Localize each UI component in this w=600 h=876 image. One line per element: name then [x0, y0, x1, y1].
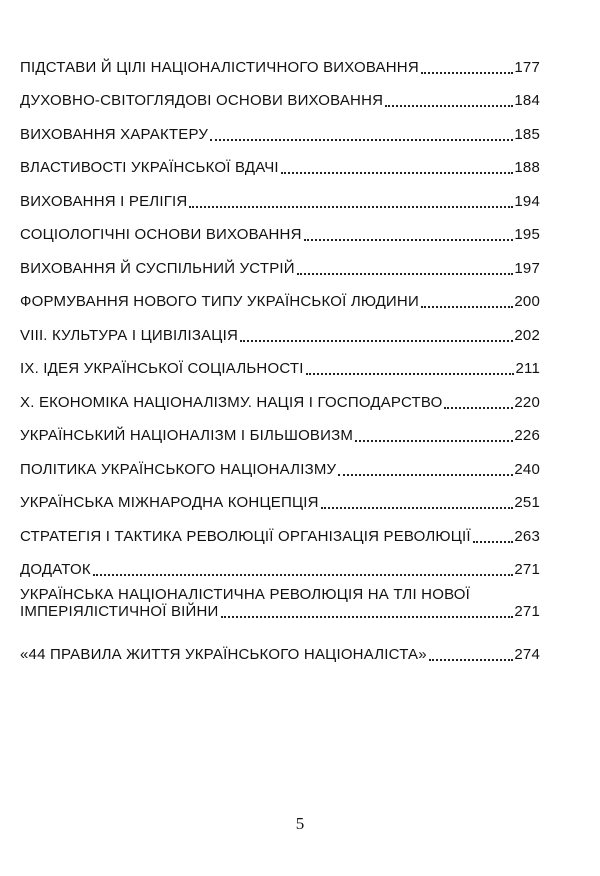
- toc-entry-page: 226: [514, 427, 540, 444]
- toc-entry-page: 200: [514, 293, 540, 310]
- dot-leader: [281, 166, 514, 174]
- toc-entry-page: 271: [514, 561, 540, 578]
- dot-leader: [321, 501, 514, 509]
- toc-entry-title: ДУХОВНО-СВІТОГЛЯДОВІ ОСНОВИ ВИХОВАННЯ: [20, 92, 384, 109]
- toc-entry-page: 211: [515, 360, 540, 377]
- toc-entry-title: X. ЕКОНОМІКА НАЦІОНАЛІЗМУ. НАЦІЯ І ГОСПОДАРСТВО: [20, 393, 443, 411]
- toc-entry-title: ФОРМУВАННЯ НОВОГО ТИПУ УКРАЇНСЬКОЇ ЛЮДИНИ: [20, 293, 419, 310]
- toc-entry-page: 251: [514, 494, 540, 511]
- toc-entry[interactable]: [20, 42, 540, 76]
- dot-leader: [210, 133, 513, 141]
- dot-leader: [421, 300, 513, 308]
- toc-entry[interactable]: [20, 629, 540, 663]
- toc-entry-title: ВЛАСТИВОСТІ УКРАЇНСЬКОЇ ВДАЧІ: [20, 159, 279, 176]
- toc-entry-title: ДОДАТОК: [20, 561, 91, 578]
- dot-leader: [221, 610, 514, 618]
- toc-entry-page: 194: [514, 192, 540, 210]
- toc-entry-title-line2-row: [20, 603, 540, 620]
- dot-leader: [473, 535, 514, 543]
- page-number: 5: [295, 814, 305, 833]
- table-of-contents: [20, 42, 540, 663]
- toc-entry-page: 263: [514, 527, 540, 545]
- dot-leader: [338, 468, 513, 476]
- toc-entry-title: «44 ПРАВИЛА ЖИТТЯ УКРАЇНСЬКОГО НАЦІОНАЛІСТА»: [20, 645, 427, 663]
- dot-leader: [444, 401, 513, 409]
- toc-entry[interactable]: [20, 76, 540, 110]
- toc-entry-title: ПІДСТАВИ Й ЦІЛІ НАЦІОНАЛІСТИЧНОГО ВИХОВАННЯ: [20, 58, 419, 76]
- dot-leader: [385, 99, 513, 107]
- toc-entry[interactable]: [20, 344, 540, 378]
- toc-entry[interactable]: [20, 478, 540, 512]
- toc-entry-page: 185: [514, 125, 540, 143]
- toc-entry-title: СОЦІОЛОГІЧНІ ОСНОВИ ВИХОВАННЯ: [20, 226, 302, 243]
- dot-leader: [421, 66, 513, 74]
- toc-entry[interactable]: [20, 377, 540, 411]
- toc-entry-page: 271: [514, 603, 540, 620]
- toc-entry[interactable]: [20, 310, 540, 344]
- toc-entry[interactable]: [20, 109, 540, 143]
- toc-entry-title: УКРАЇНСЬКИЙ НАЦІОНАЛІЗМ І БІЛЬШОВИЗМ: [20, 427, 354, 444]
- toc-entry-title: ВИХОВАННЯ Й СУСПІЛЬНИЙ УСТРІЙ: [20, 259, 295, 277]
- toc-entry-page: 195: [514, 226, 540, 243]
- toc-entry-page: 220: [514, 393, 540, 411]
- toc-entry-title-line2: ІМПЕРІЯЛІСТИЧНОЇ ВІЙНИ: [20, 603, 219, 620]
- toc-entry-title: ВИХОВАННЯ І РЕЛІГІЯ: [20, 192, 188, 210]
- toc-entry[interactable]: [20, 243, 540, 277]
- dot-leader: [189, 200, 513, 208]
- toc-entry-title: ПОЛІТИКА УКРАЇНСЬКОГО НАЦІОНАЛІЗМУ: [20, 460, 337, 478]
- toc-entry-title: СТРАТЕГІЯ І ТАКТИКА РЕВОЛЮЦІЇ ОРГАНІЗАЦІЯ РЕВОЛЮЦІЇ: [20, 527, 471, 545]
- dot-leader: [355, 434, 513, 442]
- dot-leader: [304, 233, 514, 241]
- toc-entry-title: ВИХОВАННЯ ХАРАКТЕРУ: [20, 125, 209, 143]
- dot-leader: [306, 367, 515, 375]
- toc-entry-title: VIII. КУЛЬТУРА І ЦИВІЛІЗАЦІЯ: [20, 326, 238, 344]
- toc-entry[interactable]: [20, 545, 540, 579]
- dot-leader: [93, 568, 514, 576]
- toc-entry[interactable]: [20, 511, 540, 545]
- toc-entry-title: УКРАЇНСЬКА МІЖНАРОДНА КОНЦЕПЦІЯ: [20, 494, 319, 511]
- toc-entry-multiline[interactable]: [20, 578, 540, 629]
- dot-leader: [297, 267, 514, 275]
- toc-entry-page: 177: [514, 58, 540, 76]
- toc-entry-page: 274: [514, 645, 540, 663]
- toc-entry[interactable]: [20, 210, 540, 244]
- toc-entry-page: 188: [514, 159, 540, 176]
- toc-entry[interactable]: [20, 277, 540, 311]
- toc-entry-title: IX. ІДЕЯ УКРАЇНСЬКОЇ СОЦІАЛЬНОСТІ: [20, 360, 304, 377]
- toc-entry[interactable]: [20, 411, 540, 445]
- toc-entry[interactable]: [20, 176, 540, 210]
- toc-entry[interactable]: [20, 143, 540, 177]
- toc-entry-page: 184: [514, 92, 540, 109]
- dot-leader: [429, 653, 514, 661]
- toc-entry-page: 240: [514, 460, 540, 478]
- toc-entry[interactable]: [20, 444, 540, 478]
- toc-entry-title-line1: УКРАЇНСЬКА НАЦІОНАЛІСТИЧНА РЕВОЛЮЦІЯ НА ТЛІ НОВОЇ: [20, 586, 471, 603]
- toc-entry-page: 202: [514, 326, 540, 344]
- dot-leader: [240, 334, 513, 342]
- toc-entry-page: 197: [514, 259, 540, 277]
